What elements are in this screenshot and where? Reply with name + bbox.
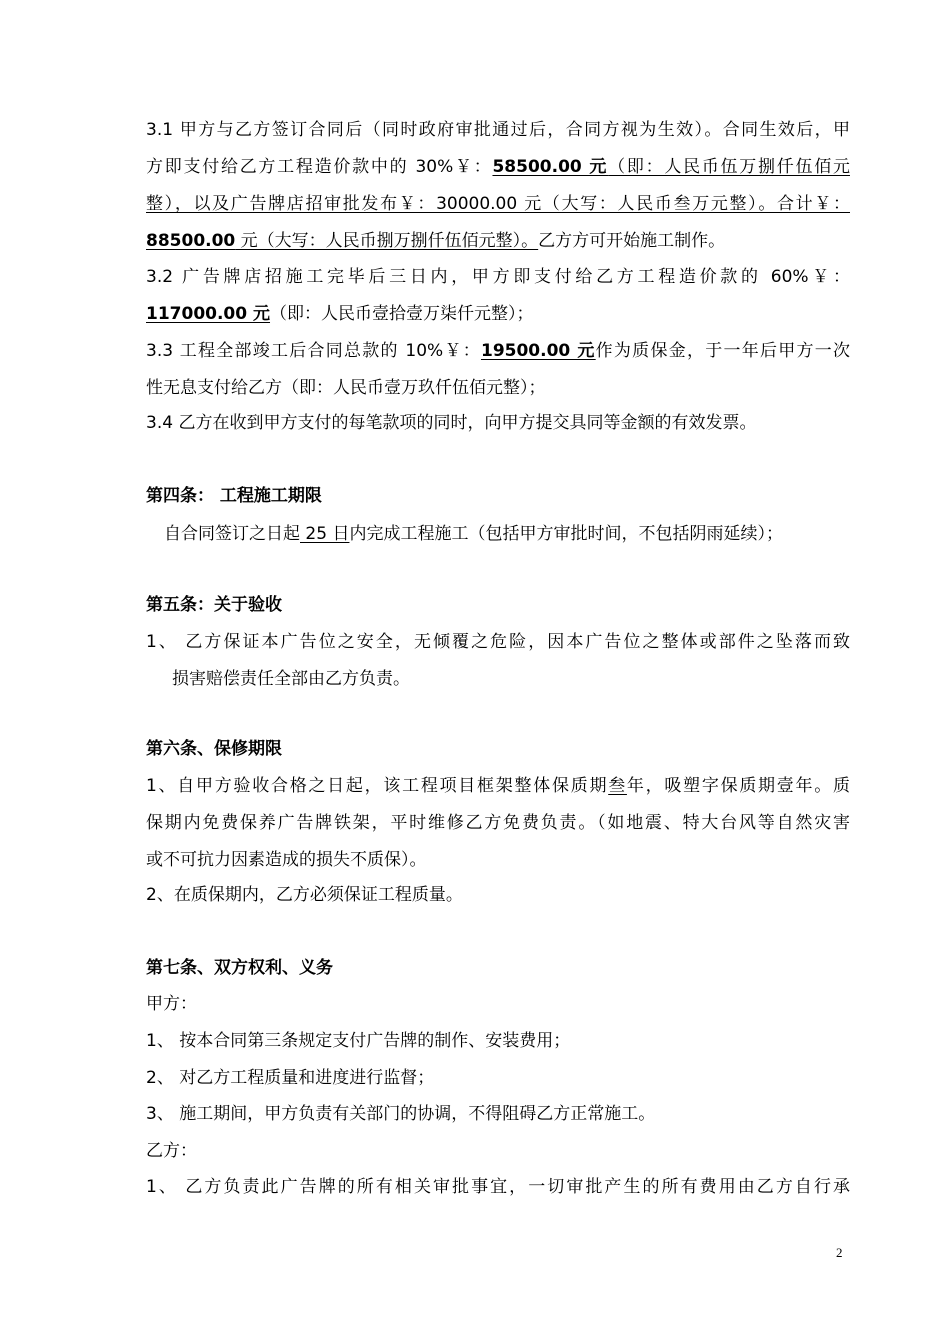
party-a-duty-3: 3、 施工期间，甲方负责有关部门的协调，不得阻碍乙方正常施工。 (146, 1104, 656, 1124)
amount-117000: 117000.00 元 (146, 304, 271, 324)
clause3-1-line2: 方即支付给乙方工程造价款中的 30%￥：58500.00 元（即：人民币伍万捌仟伍佰元 (146, 157, 850, 177)
clause5-heading: 第五条：关于验收 (146, 595, 282, 615)
clause6-line1: 1、自甲方验收合格之日起，该工程项目框架整体保质期叁年，吸塑字保质期壹年。质 (146, 776, 850, 796)
clause3-4-line1: 3.4 乙方在收到甲方支付的每笔款项的同时，向甲方提交具同等金额的有效发票。 (146, 413, 757, 433)
page-number: 2 (836, 1245, 843, 1260)
clause3-3-line2: 性无息支付给乙方（即：人民币壹万玖仟伍佰元整）； (146, 378, 546, 398)
clause3-1-line3: 整），以及广告牌店招审批发布￥：30000.00 元（大写：人民币叁万元整）。合计￥： (146, 194, 850, 214)
duration-days: 25 日 (300, 524, 350, 544)
party-b-label: 乙方： (146, 1141, 197, 1161)
clause5-line1: 1、 乙方保证本广告位之安全，无倾覆之危险，因本广告位之整体或部件之坠落而致 (146, 632, 850, 652)
clause6-line3: 或不可抗力因素造成的损失不质保）。 (146, 850, 427, 870)
clause6-line2: 保期内免费保养广告牌铁架，平时维修乙方免费负责。（如地震、特大台风等自然灾害 (146, 813, 850, 833)
party-a-duty-2: 2、 对乙方工程质量和进度进行监督； (146, 1068, 435, 1088)
clause3-2-line1: 3.2 广告牌店招施工完毕后三日内，甲方即支付给乙方工程造价款的 60%￥： (146, 267, 850, 287)
clause7-heading: 第七条、双方权利、义务 (146, 958, 333, 978)
amount-58500: 58500.00 元 (492, 157, 609, 177)
clause4-line1: 自合同签订之日起 25 日内完成工程施工（包括甲方审批时间，不包括阴雨延续）； (164, 524, 783, 544)
clause3-2-line2: 117000.00 元（即：人民币壹拾壹万柒仟元整）； (146, 304, 534, 324)
amount-88500: 88500.00 (146, 231, 236, 251)
clause4-heading: 第四条： 工程施工期限 (146, 486, 322, 506)
amount-19500: 19500.00 元 (480, 341, 596, 361)
clause5-line2: 损害赔偿责任全部由乙方负责。 (172, 669, 410, 689)
party-a-duty-1: 1、 按本合同第三条规定支付广告牌的制作、安装费用； (146, 1031, 571, 1051)
clause6-heading: 第六条、保修期限 (146, 739, 282, 759)
clause6-line4: 2、在质保期内，乙方必须保证工程质量。 (146, 885, 463, 905)
clause3-3-line1: 3.3 工程全部竣工后合同总款的 10%￥：19500.00 元作为质保金，于一年后甲方一次 (146, 341, 850, 361)
party-a-label: 甲方： (146, 994, 197, 1014)
clause3-1-line1: 3.1 甲方与乙方签订合同后（同时政府审批通过后，合同方视为生效）。合同生效后，甲 (146, 120, 850, 140)
party-b-duty-1: 1、 乙方负责此广告牌的所有相关审批事宜，一切审批产生的所有费用由乙方自行承 (146, 1177, 850, 1197)
clause3-1-line4: 88500.00 元（大写：人民币捌万捌仟伍佰元整）。乙方方可开始施工制作。 (146, 231, 726, 251)
